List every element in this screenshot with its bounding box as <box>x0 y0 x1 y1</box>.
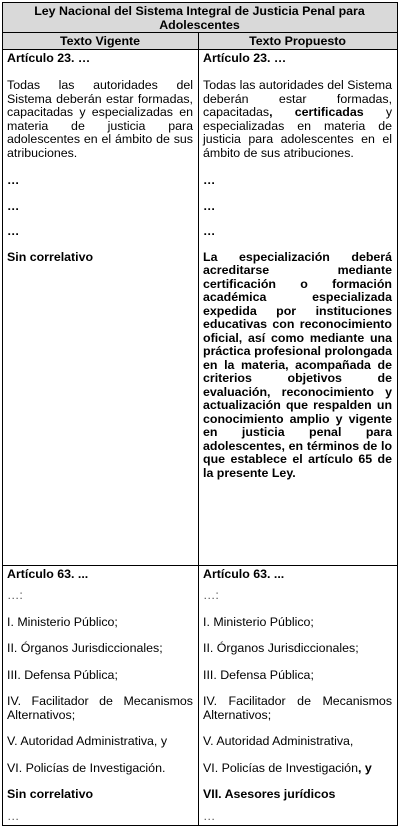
table-row <box>3 49 398 565</box>
paragraph: Todas las autoridades del Sistema deberán estar formadas, capacitadas y especializadas en materia de justicia para adolescentes en el ámbito de sus atribuciones. <box>7 78 193 160</box>
list-item: V. Autoridad Administrativa, y <box>7 734 168 748</box>
article-heading: Artículo 63. ... <box>203 566 285 581</box>
added-list-item: VII. Asesores jurídicos <box>203 787 336 801</box>
intro-ellipsis: …: <box>7 588 23 602</box>
cell-current-art63 <box>3 565 199 826</box>
list-item: IV. Facilitador de Mecanismos Alternativos; <box>7 694 193 722</box>
no-correlative-label: Sin correlativo <box>7 787 94 801</box>
column-header-proposed: Texto Propuesto <box>199 33 398 50</box>
tail-ellipsis: … <box>7 808 20 823</box>
article-heading: Artículo 63. ... <box>7 566 89 581</box>
added-paragraph: La especialización deberá acreditarse mediante certificación o formación académica especializada expedida por instituciones educativas con reconocimiento oficial, así como mediante una práctica profesional prolongada en la materia, acompañada de criterios objetivos de evaluación, reconocimiento y actualización que respalden un conocimiento amplio y vigente en justicia penal para adolescentes, en términos de lo que establece el artículo 65 de la presente Ley. <box>203 249 393 480</box>
article-heading: Artículo 23. … <box>203 50 287 65</box>
ellipsis: … <box>203 224 216 238</box>
list-item: III. Defensa Pública; <box>7 667 118 682</box>
added-text: , y <box>357 760 372 775</box>
intro-ellipsis: …: <box>203 588 219 602</box>
cell-proposed-art63 <box>199 565 398 826</box>
table-title: Ley Nacional del Sistema Integral de Justicia Penal para Adolescentes <box>3 3 398 33</box>
cell-proposed-art23 <box>199 49 398 565</box>
list-item: VI. Policías de Investigación. <box>7 760 166 775</box>
added-text: , certificadas <box>269 105 364 119</box>
ellipsis: … <box>203 173 216 187</box>
ellipsis: … <box>7 198 20 213</box>
table-row <box>3 565 398 826</box>
tail-ellipsis: … <box>203 808 216 823</box>
list-item: IV. Facilitador de Mecanismos Alternativos; <box>203 694 393 722</box>
cell-current-art23 <box>3 49 199 565</box>
comparison-table <box>2 2 398 826</box>
column-header-current: Texto Vigente <box>3 33 199 50</box>
list-item: III. Defensa Pública; <box>203 667 314 682</box>
list-item: I. Ministerio Público; <box>7 614 118 629</box>
list-item: II. Órganos Jurisdiccionales; <box>203 641 359 655</box>
ellipsis: … <box>7 224 20 238</box>
list-item: I. Ministerio Público; <box>203 614 314 629</box>
ellipsis: … <box>203 198 216 213</box>
ellipsis: … <box>7 173 20 187</box>
list-item: V. Autoridad Administrativa, <box>203 734 354 748</box>
no-correlative-label: Sin correlativo <box>7 249 94 264</box>
list-item: VI. Policías de Investigación, y <box>203 760 372 775</box>
paragraph: Todas las autoridades del Sistema deberán estar formadas, capacitadas, certificadas y especializadas en materia de justicia para adolescentes en el ámbito de sus atribuciones. <box>203 78 393 160</box>
article-heading: Artículo 23. … <box>7 50 91 65</box>
list-item: II. Órganos Jurisdiccionales; <box>7 641 163 655</box>
